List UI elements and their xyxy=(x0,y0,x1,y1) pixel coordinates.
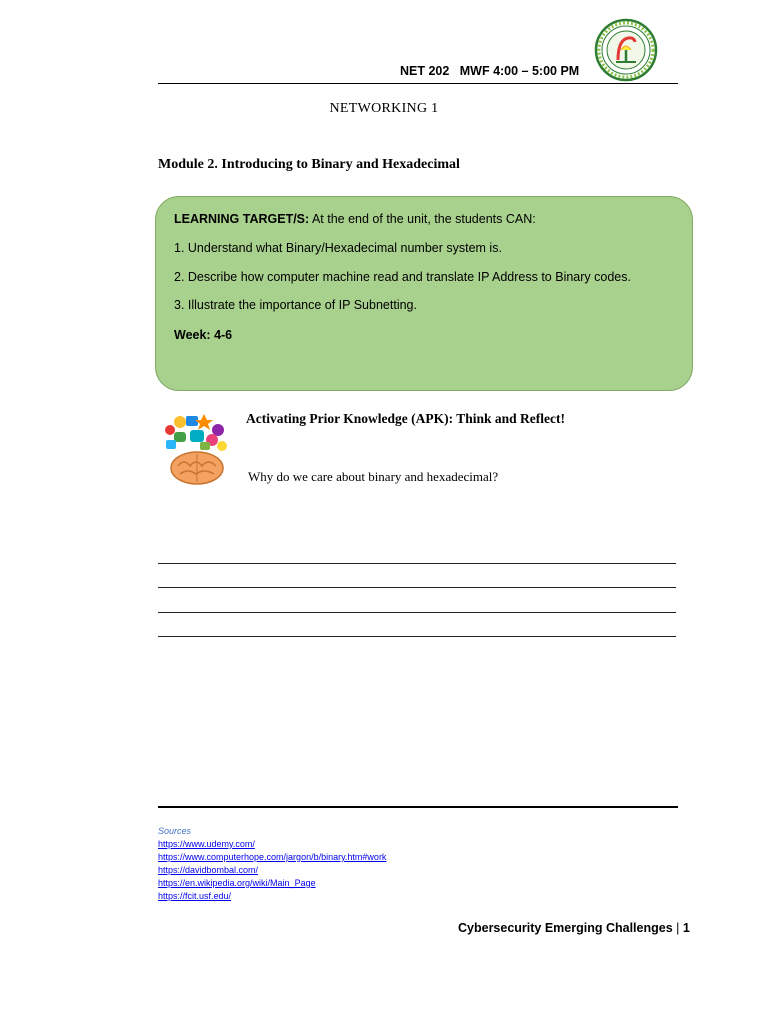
learning-target-week: Week: 4-6 xyxy=(174,328,233,342)
brain-thought-bubbles-icon xyxy=(160,410,234,488)
answer-line xyxy=(158,563,676,564)
footer-title: Cybersecurity Emerging Challenges xyxy=(458,921,673,935)
page-number: 1 xyxy=(682,921,690,935)
header-divider xyxy=(158,83,678,84)
course-schedule: NET 202 MWF 4:00 – 5:00 PM xyxy=(400,64,580,78)
apk-question: Why do we care about binary and hexadecimal? xyxy=(248,469,499,484)
college-seal-icon xyxy=(594,18,658,82)
learning-target-item: 2. Describe how computer machine read and translate IP Address to Binary codes. xyxy=(174,270,631,284)
apk-title: Activating Prior Knowledge (APK): Think and Reflect! xyxy=(246,411,565,426)
source-link-wikipedia[interactable]: https://en.wikipedia.org/wiki/Main_Page xyxy=(158,878,316,888)
learning-target-intro: At the end of the unit, the students CAN: xyxy=(309,212,536,226)
document-title: NETWORKING 1 xyxy=(329,101,439,116)
learning-target-item: 1. Understand what Binary/Hexadecimal number system is. xyxy=(174,241,502,255)
source-link-udemy[interactable]: https://www.udemy.com/ xyxy=(158,839,255,849)
footer-divider xyxy=(158,806,678,808)
footer-separator: | xyxy=(676,921,680,935)
answer-line xyxy=(158,612,676,613)
answer-line xyxy=(158,587,676,588)
answer-line xyxy=(158,636,676,637)
module-title: Module 2. Introducing to Binary and Hexadecimal xyxy=(158,157,460,172)
sources-label: Sources xyxy=(158,826,192,836)
learning-target-item: 3. Illustrate the importance of IP Subnetting. xyxy=(174,298,417,312)
learning-target-label: LEARNING TARGET/S: xyxy=(174,212,310,226)
page-footer xyxy=(458,921,690,935)
source-link-computerhope[interactable]: https://www.computerhope.com/jargon/b/binary.htm#work xyxy=(158,852,387,862)
source-link-davidbombal[interactable]: https://davidbombal.com/ xyxy=(158,865,259,875)
learning-target-heading xyxy=(174,212,536,226)
source-link-fcit[interactable]: https://fcit.usf.edu/ xyxy=(158,891,232,901)
